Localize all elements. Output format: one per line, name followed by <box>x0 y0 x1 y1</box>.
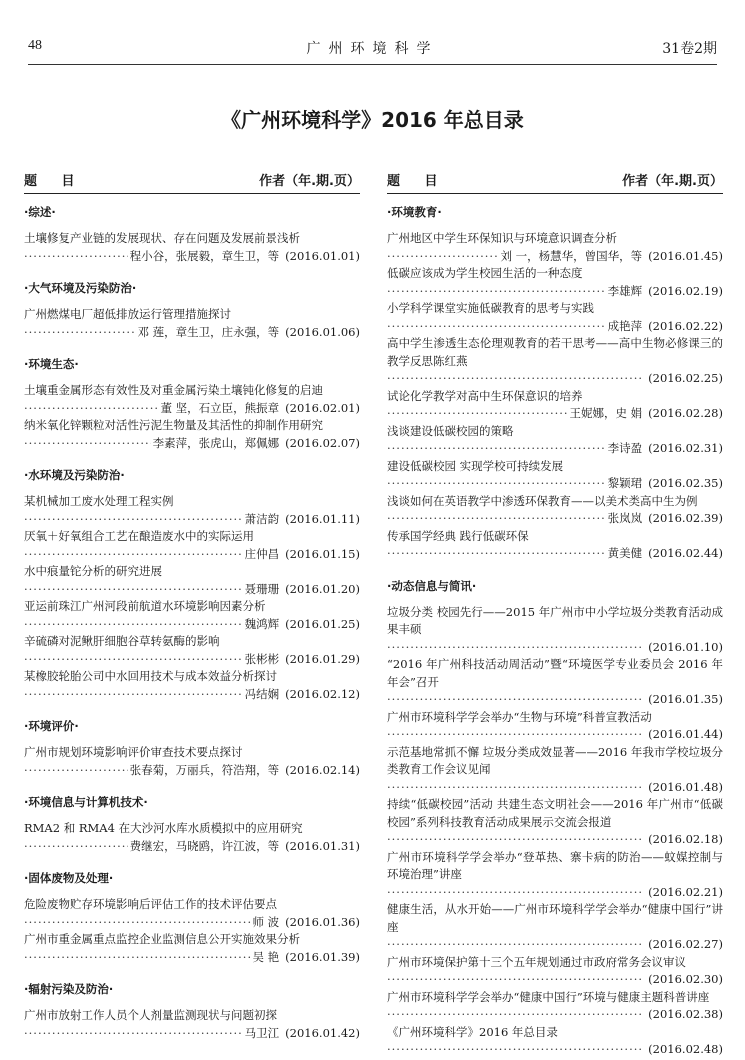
toc-entry[interactable] <box>387 528 723 563</box>
entry-author: 师 波 <box>252 914 280 929</box>
entry-author: 萧洁韵 <box>244 511 280 526</box>
entry-author: 王妮娜，史 娟 <box>569 406 643 420</box>
journal-name: 广州环境科学 <box>306 41 439 57</box>
leader-dots <box>24 1025 243 1043</box>
entry-ref: (2016.01.42) <box>285 1025 360 1040</box>
entry-title: 高中学生渗透生态伦理观教育的若干思考——高中生物必修课三的教学反思陈红燕 <box>387 336 723 368</box>
leader-dots <box>24 762 128 780</box>
leader-dots <box>387 779 642 797</box>
section-heading: ·环境信息与计算机技术· <box>24 795 148 809</box>
entry-author: 黄美健 <box>607 546 643 560</box>
entry-ref: (2016.02.07) <box>285 435 360 450</box>
entry-title: 垃圾分类 校园先行——2015 年广州市中小学垃圾分类教育活动成果丰硕 <box>387 604 723 636</box>
toc-entry[interactable] <box>24 306 360 341</box>
column-header-topic: 题 目 <box>24 174 85 189</box>
entry-title: 水中痕量铊分析的研究进展 <box>24 564 162 578</box>
leader-dots <box>24 949 251 967</box>
toc-entry[interactable] <box>24 931 360 966</box>
entry-author: 张彬彬 <box>244 651 280 666</box>
toc-entry[interactable] <box>24 668 360 703</box>
entry-ref: (2016.01.25) <box>285 616 360 631</box>
entry-ref: (2016.02.35) <box>648 476 723 490</box>
entry-title: 广州市放射工作人员个人剂量监测现状与问题初探 <box>24 1008 277 1022</box>
toc-entry[interactable] <box>24 598 360 633</box>
entry-title: 低碳应该成为学生校园生活的一种态度 <box>387 266 583 280</box>
toc-entry[interactable] <box>387 388 723 423</box>
toc-entry[interactable] <box>387 901 723 954</box>
entry-ref: (2016.02.39) <box>648 511 723 525</box>
entry-ref: (2016.02.12) <box>285 686 360 701</box>
entry-title: 《广州环境科学》2016 年总目录 <box>387 1024 558 1039</box>
page-number: 48 <box>28 38 42 53</box>
entry-ref: (2016.01.35) <box>648 692 723 706</box>
issue-label: 31卷2期 <box>662 41 717 57</box>
entry-ref: (2016.02.28) <box>648 406 723 420</box>
entry-title: 广州市环境科学学会举办“健康中国行”环境与健康主题科普讲座 <box>387 989 710 1004</box>
leader-dots <box>387 370 642 388</box>
toc-entry[interactable] <box>387 300 723 335</box>
entry-ref: (2016.01.10) <box>648 639 723 654</box>
entry-ref: (2016.02.01) <box>285 400 360 415</box>
page-title: 《广州环境科学》2016 年总目录 <box>221 108 524 132</box>
column-rule <box>24 193 360 194</box>
entry-ref: (2016.01.36) <box>285 914 360 929</box>
entry-title: 某橡胶轮胎公司中水回用技术与成本效益分析探讨 <box>24 669 277 683</box>
entry-title: 示范基地常抓不懈 垃圾分类成效显著——2016 年我市学校垃圾分类教育工作会议见闻 <box>387 744 723 776</box>
toc-entry[interactable] <box>24 493 360 528</box>
entry-author: 庄仲昌 <box>244 546 280 561</box>
leader-dots <box>387 936 642 954</box>
section-heading: ·动态信息与简讯· <box>387 578 477 593</box>
leader-dots <box>387 510 606 528</box>
toc-entry[interactable] <box>387 744 723 797</box>
entry-author: 张春菊，万丽兵，符浩翔，等 <box>129 762 280 777</box>
entry-ref: (2016.02.21) <box>648 884 723 899</box>
entry-title: 辛硫磷对泥鳅肝细胞谷草转氨酶的影响 <box>24 634 220 648</box>
leader-dots <box>24 248 128 266</box>
leader-dots <box>24 838 128 856</box>
entry-title: 亚运前珠江广州河段前航道水环境影响因素分析 <box>24 599 266 613</box>
entry-author: 张岚岚 <box>607 511 643 525</box>
entry-title: 广州市重金属重点监控企业监测信息公开实施效果分析 <box>24 932 300 946</box>
column-header-topic: 题 目 <box>387 174 448 189</box>
entry-ref: (2016.02.31) <box>648 441 723 455</box>
leader-dots <box>387 884 642 902</box>
toc-entry[interactable] <box>24 896 360 931</box>
leader-dots <box>387 639 642 657</box>
toc-column-left <box>24 170 360 1042</box>
entry-author: 吴 艳 <box>252 949 280 964</box>
leader-dots <box>24 616 243 634</box>
entry-title: 土壤重金属形态有效性及对重金属污染土壤钝化修复的启迪 <box>24 383 323 397</box>
entry-ref: (2016.02.48) <box>648 1042 723 1056</box>
entry-title: 广州地区中学生环保知识与环境意识调查分析 <box>387 231 617 245</box>
leader-dots <box>387 248 499 266</box>
entry-author: 程小谷，张展毅，章生卫，等 <box>129 248 280 263</box>
column-header-author: 作者（年.期.页） <box>259 174 360 189</box>
leader-dots <box>387 405 568 423</box>
header-rule <box>28 64 717 65</box>
section-heading: ·水环境及污染防治· <box>24 468 125 482</box>
entry-author: 李诗盈 <box>607 441 643 455</box>
entry-author: 马卫江 <box>244 1025 280 1040</box>
entry-title: 纳米氧化锌颗粒对活性污泥生物量及其活性的抑制作用研究 <box>24 418 323 432</box>
entry-title: 小学科学课堂实施低碳教育的思考与实践 <box>387 301 594 315</box>
toc-entry[interactable] <box>387 656 723 709</box>
toc-entry[interactable] <box>387 230 723 265</box>
section-heading: ·固体废物及处理· <box>24 871 114 885</box>
entry-title: 传承国学经典 践行低碳环保 <box>387 528 529 543</box>
entry-author: 刘 一，杨慧华，曾国华，等 <box>500 248 643 263</box>
entry-ref: (2016.02.25) <box>648 371 723 385</box>
toc-column-right <box>387 170 723 1059</box>
entry-author: 李素萍，张虎山，郑佩娜 <box>152 435 280 450</box>
column-header <box>387 170 723 190</box>
leader-dots <box>387 440 606 458</box>
toc-entry[interactable] <box>387 796 723 849</box>
leader-dots <box>24 324 136 342</box>
entry-author: 黎颖珺 <box>607 476 643 490</box>
entry-title: RMA2 和 RMA4 在大沙河水库水质模拟中的应用研究 <box>24 821 303 835</box>
leader-dots <box>387 283 606 301</box>
entry-author: 成艳萍 <box>607 318 643 333</box>
entry-ref: (2016.01.29) <box>285 651 360 666</box>
entry-author: 费继宏，马晓鸥，许江波，等 <box>129 838 280 853</box>
entry-title: 浅谈如何在英语教学中渗透环保教育——以美术类高中生为例 <box>387 493 698 508</box>
section-heading: ·环境教育· <box>387 205 442 219</box>
leader-dots <box>24 581 243 599</box>
entry-ref: (2016.01.15) <box>285 546 360 561</box>
toc-entry[interactable] <box>387 849 723 902</box>
entry-ref: (2016.02.14) <box>285 762 360 777</box>
entry-ref: (2016.02.38) <box>648 1007 723 1021</box>
toc-entry[interactable] <box>387 709 723 744</box>
entry-ref: (2016.01.06) <box>285 324 360 339</box>
toc-entry[interactable] <box>387 335 723 388</box>
column-rule <box>387 193 723 194</box>
leader-dots <box>387 831 642 849</box>
leader-dots <box>387 545 606 563</box>
leader-dots <box>24 686 243 704</box>
section-heading: ·环境生态· <box>24 357 79 371</box>
entry-title: 危险废物贮存环境影响后评估工作的技术评估要点 <box>24 897 277 911</box>
entry-title: 土壤修复产业链的发展现状、存在问题及发展前景浅析 <box>24 231 300 245</box>
entry-title: 健康生活，从水开始——广州市环境科学学会举办“健康中国行”讲座 <box>387 902 723 934</box>
toc-entry[interactable] <box>24 417 360 452</box>
column-header-author: 作者（年.期.页） <box>622 174 723 189</box>
entry-ref: (2016.02.19) <box>648 283 723 298</box>
leader-dots <box>387 971 642 989</box>
entry-title: 浅谈建设低碳校园的策略 <box>387 423 514 438</box>
entry-title: 某机械加工废水处理工程实例 <box>24 494 174 508</box>
toc-entry[interactable] <box>387 265 723 300</box>
leader-dots <box>24 546 243 564</box>
entry-ref: (2016.02.30) <box>648 972 723 986</box>
entry-ref: (2016.02.27) <box>648 937 723 951</box>
toc-entry[interactable] <box>24 563 360 598</box>
entry-title: 厌氧＋好氧组合工艺在酿造废水中的实际运用 <box>24 529 254 543</box>
toc-entry[interactable] <box>24 1007 360 1042</box>
leader-dots <box>387 1006 642 1024</box>
toc-entry[interactable] <box>387 1024 723 1059</box>
entry-title: 试论化学教学对高中生环保意识的培养 <box>387 388 583 403</box>
toc-entry[interactable] <box>24 633 360 668</box>
entry-title: 持续“低碳校园”活动 共建生态文明社会——2016 年广州市“低碳校园”系列科技教育活动成果展示交流会报道 <box>387 797 723 829</box>
leader-dots <box>24 511 243 529</box>
leader-dots <box>24 651 243 669</box>
page-header <box>28 38 717 58</box>
toc-entry[interactable] <box>387 493 723 528</box>
leader-dots <box>387 1041 642 1059</box>
entry-title: 广州市环境保护第十三个五年规划通过市政府常务会议审议 <box>387 954 686 969</box>
entry-ref: (2016.01.39) <box>285 949 360 964</box>
leader-dots <box>387 475 606 493</box>
entry-ref: (2016.01.01) <box>285 248 360 263</box>
entry-title: 建设低碳校园 实现学校可持续发展 <box>387 458 564 473</box>
entry-ref: (2016.01.20) <box>285 581 360 596</box>
entry-ref: (2016.02.22) <box>648 318 723 333</box>
entry-ref: (2016.01.31) <box>285 838 360 853</box>
toc-entry[interactable] <box>387 458 723 493</box>
section-heading: ·综述· <box>24 205 56 219</box>
entry-author: 邓 莲，章生卫，庄永强，等 <box>137 324 280 339</box>
entry-title: 广州燃煤电厂超低排放运行管理措施探讨 <box>24 307 231 321</box>
entry-author: 聂珊珊 <box>244 581 280 596</box>
column-header <box>24 170 360 190</box>
entry-ref: (2016.01.45) <box>648 248 723 263</box>
toc-entry[interactable] <box>387 989 723 1024</box>
leader-dots <box>387 691 642 709</box>
entry-title: “2016 年广州科技活动周活动”暨“环境医学专业委员会 2016 年年会”召开 <box>387 657 723 689</box>
entry-ref: (2016.01.48) <box>648 779 723 794</box>
entry-ref: (2016.01.11) <box>285 511 360 526</box>
toc-entry[interactable] <box>387 423 723 458</box>
toc-entry[interactable] <box>387 954 723 989</box>
section-heading: ·环境评价· <box>24 719 79 733</box>
toc-entry[interactable] <box>24 382 360 417</box>
leader-dots <box>24 400 159 418</box>
entry-title: 广州市规划环境影响评价审查技术要点探讨 <box>24 745 243 759</box>
toc-entry[interactable] <box>24 528 360 563</box>
leader-dots <box>24 914 251 932</box>
toc-entry[interactable] <box>24 744 360 779</box>
section-heading: ·辐射污染及防治· <box>24 982 114 996</box>
toc-entry[interactable] <box>24 230 360 265</box>
leader-dots <box>387 318 606 336</box>
entry-ref: (2016.02.18) <box>648 832 723 846</box>
toc-entry[interactable] <box>387 604 723 657</box>
section-heading: ·大气环境及污染防治· <box>24 281 137 295</box>
entry-ref: (2016.01.44) <box>648 727 723 741</box>
toc-entry[interactable] <box>24 820 360 855</box>
entry-author: 李雄辉 <box>607 283 643 298</box>
entry-ref: (2016.02.44) <box>648 546 723 560</box>
entry-title: 广州市环境科学学会举办“登革热、寨卡病的防治——蚊媒控制与环境治理”讲座 <box>387 849 723 881</box>
leader-dots <box>387 726 642 744</box>
entry-author: 冯结娴 <box>244 686 280 701</box>
leader-dots <box>24 435 151 453</box>
entry-title: 广州市环境科学学会举办“生物与环境”科普宣教活动 <box>387 709 652 724</box>
entry-author: 董 坚，石立臣，熊振章 <box>160 400 280 415</box>
entry-author: 魏鸿辉 <box>244 616 280 631</box>
